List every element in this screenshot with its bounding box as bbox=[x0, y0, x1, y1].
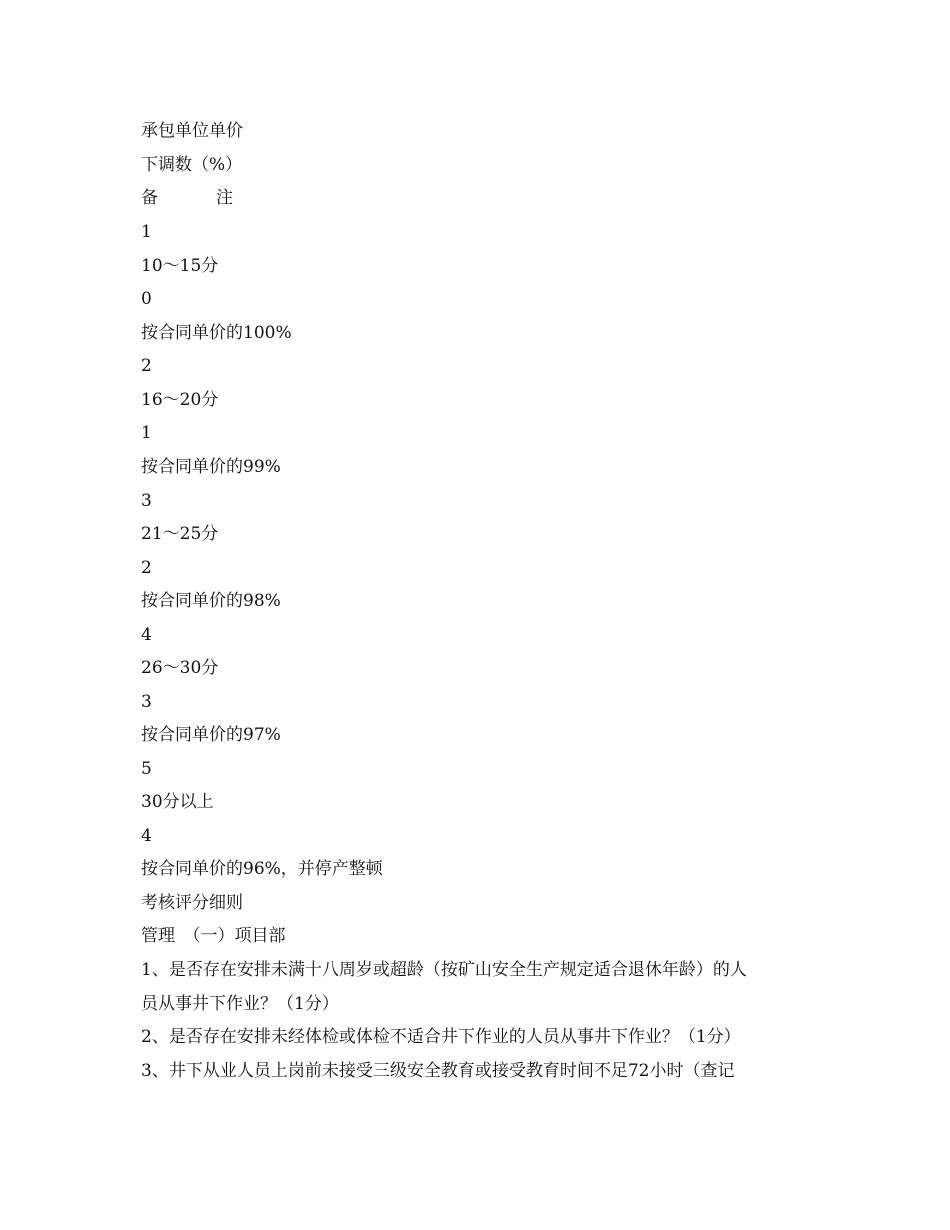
text-line: 26～30分 bbox=[141, 658, 219, 678]
section-heading-scoring-rules: 考核评分细则 bbox=[141, 893, 243, 913]
text-line: 2 bbox=[141, 356, 152, 376]
text-line: 3 bbox=[141, 692, 152, 712]
paragraph-item-2: 2、是否存在安排未经体检或体检不适合井下作业的人员从事井下作业？（1分） bbox=[141, 1027, 741, 1047]
text-line: 按合同单价的97% bbox=[141, 725, 281, 745]
text-line: 10～15分 bbox=[141, 256, 219, 276]
text-line: 30分以上 bbox=[141, 792, 214, 812]
text-line: 1 bbox=[141, 423, 152, 443]
paragraph-item-1: 1、是否存在安排未满十八周岁或超龄（按矿山安全生产规定适合退休年龄）的人 bbox=[141, 960, 747, 980]
text-line: 1 bbox=[141, 222, 152, 242]
text-line-unit-price: 承包单位单价 bbox=[141, 121, 243, 141]
section-heading-management: 管理 （一）项目部 bbox=[141, 926, 286, 946]
remarks-char-2: 注 bbox=[216, 188, 233, 208]
text-line: 16～20分 bbox=[141, 390, 219, 410]
remarks-char-1: 备 bbox=[141, 188, 158, 208]
text-line: 3 bbox=[141, 491, 152, 511]
text-line: 按合同单价的96%，并停产整顿 bbox=[141, 859, 383, 879]
text-line: 按合同单价的98% bbox=[141, 591, 281, 611]
text-line: 4 bbox=[141, 625, 152, 645]
text-line-adjust-percent: 下调数（%） bbox=[141, 155, 243, 175]
text-line: 2 bbox=[141, 558, 152, 578]
paragraph-item-1-cont: 员从事井下作业？（1分） bbox=[141, 994, 339, 1014]
text-line: 21～25分 bbox=[141, 524, 219, 544]
text-line: 0 bbox=[141, 289, 152, 309]
text-line-remarks bbox=[141, 188, 821, 208]
paragraph-item-3: 3、井下从业人员上岗前未接受三级安全教育或接受教育时间不足72小时（查记 bbox=[141, 1061, 735, 1081]
text-line: 4 bbox=[141, 826, 152, 846]
text-line: 按合同单价的100% bbox=[141, 323, 292, 343]
text-line: 按合同单价的99% bbox=[141, 457, 281, 477]
text-line: 5 bbox=[141, 759, 152, 779]
